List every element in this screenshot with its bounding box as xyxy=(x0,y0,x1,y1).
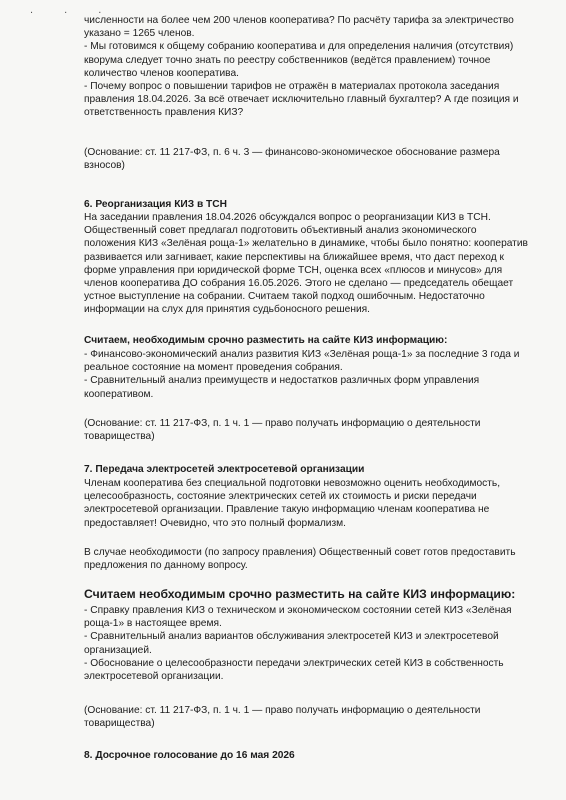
section-7-body xyxy=(84,477,546,530)
list-item: - Финансово-экономический анализ развития КИЗ «Зелёная роща-1» за последние 3 года и xyxy=(84,349,520,360)
text-line: (Основание: ст. 11 217-ФЗ, п. 1 ч. 1 — право получать информацию о деятельности xyxy=(84,418,481,429)
text-line: кворума следует точно знать по реестру собственников (ведётся правлением) точное xyxy=(84,54,491,66)
text-line: положения КИЗ «Зелёная роща-1» желательно в динамике, чтобы было понятно: кооператив xyxy=(84,238,528,250)
text-line: численности на более чем 200 членов кооператива? По расчёту тарифа за электричество xyxy=(84,15,514,26)
text-line: взносов) xyxy=(84,160,125,172)
list-item: организацией. xyxy=(84,644,152,656)
basis-note xyxy=(84,146,546,172)
text-line: ответственность правления КИЗ? xyxy=(84,107,244,119)
list-item: - Сравнительный анализ преимуществ и недостатков различных форм управления xyxy=(84,375,480,387)
section-7-note xyxy=(84,546,546,572)
text-line: Членам кооператива без специальной подготовки невозможно оценить необходимость, xyxy=(84,478,501,489)
section-6-body xyxy=(84,211,546,317)
text-line: развивается или загнивает, какие перспективы на ближайшее время, что даст переход к xyxy=(84,251,504,263)
section-6-request-heading: Считаем, необходимым срочно разместить на сайте КИЗ информацию: xyxy=(84,335,448,346)
text-line: целесообразность, состояние электрических сетей их стоимость и риски передачи xyxy=(84,491,477,503)
text-line: товарищества) xyxy=(84,431,155,443)
text-line: форме управления при юридической форме ТСН, оценка всех «плюсов и минусов» для xyxy=(84,264,503,276)
text-line: (Основание: ст. 11 217-ФЗ, п. 6 ч. 3 — финансово-экономическое обоснование размера xyxy=(84,147,500,158)
list-item: - Обоснование о целесообразности передачи электрических сетей КИЗ в собственность xyxy=(84,657,504,669)
text-line: товарищества) xyxy=(84,718,155,730)
text-line: указано = 1265 членов. xyxy=(84,28,195,40)
list-item: роща-1» в настоящее время. xyxy=(84,618,222,630)
text-line: На заседании правления 18.04.2026 обсуждался вопрос о реорганизации КИЗ в ТСН. xyxy=(84,212,491,223)
text-line: информации на слух для принятия судьбоносного решения. xyxy=(84,304,370,316)
text-line: - Мы готовимся к общему собранию кооператива и для определения наличия (отсутствия) xyxy=(84,41,514,53)
section-7-request-list xyxy=(84,604,546,683)
list-item: - Сравнительный анализ вариантов обслуживания электросетей КИЗ и электросетевой xyxy=(84,631,499,643)
intro-paragraph xyxy=(84,14,546,120)
list-item: кооперативом. xyxy=(84,388,154,400)
text-line: Общественный совет предлагал подготовить объективный анализ экономического xyxy=(84,225,477,237)
text-line: - Почему вопрос о повышении тарифов не отражён в материалах протокола заседания xyxy=(84,81,500,93)
scan-marks: . . . xyxy=(30,4,116,16)
text-line: электросетевой организации. Правление такую информацию членам кооператива не xyxy=(84,504,490,516)
text-line: устное выступление на собрании. Считаем такой подход ошибочным. Недостаточно xyxy=(84,291,485,303)
section-7-basis-note xyxy=(84,704,546,730)
list-item: электросетевой организации. xyxy=(84,671,224,683)
section-6-heading: 6. Реорганизация КИЗ в ТСН xyxy=(84,199,227,210)
section-6-request-list xyxy=(84,348,546,401)
section-8-heading: 8. Досрочное голосование до 16 мая 2026 xyxy=(84,750,295,761)
text-line: предоставляет! Очевидно, что это полный формализм. xyxy=(84,517,347,529)
text-line: предложения по данному вопросу. xyxy=(84,560,248,572)
section-6-basis-note xyxy=(84,417,546,443)
text-line: (Основание: ст. 11 217-ФЗ, п. 1 ч. 1 — право получать информацию о деятельности xyxy=(84,705,481,716)
list-item: - Справку правления КИЗ о техническом и экономическом состоянии сетей КИЗ «Зелёная xyxy=(84,605,512,616)
list-item: реальное состояние на момент проведения собрания. xyxy=(84,362,343,374)
text-line: членов кооператива ДО собрания 16.05.2026. Этого не сделано — председатель обещает xyxy=(84,278,514,290)
section-7-heading: 7. Передача электросетей электросетевой организации xyxy=(84,464,365,475)
text-line: В случае необходимости (по запросу правления) Общественный совет готов предоставить xyxy=(84,547,516,558)
section-7-request-heading: Считаем необходимым срочно разместить на сайте КИЗ информацию: xyxy=(84,587,516,601)
text-line: количество членов кооператива. xyxy=(84,67,239,79)
text-line: правления 18.04.2026. За всё отвечает исключительно главный бухгалтер? А где позиция и xyxy=(84,94,519,106)
